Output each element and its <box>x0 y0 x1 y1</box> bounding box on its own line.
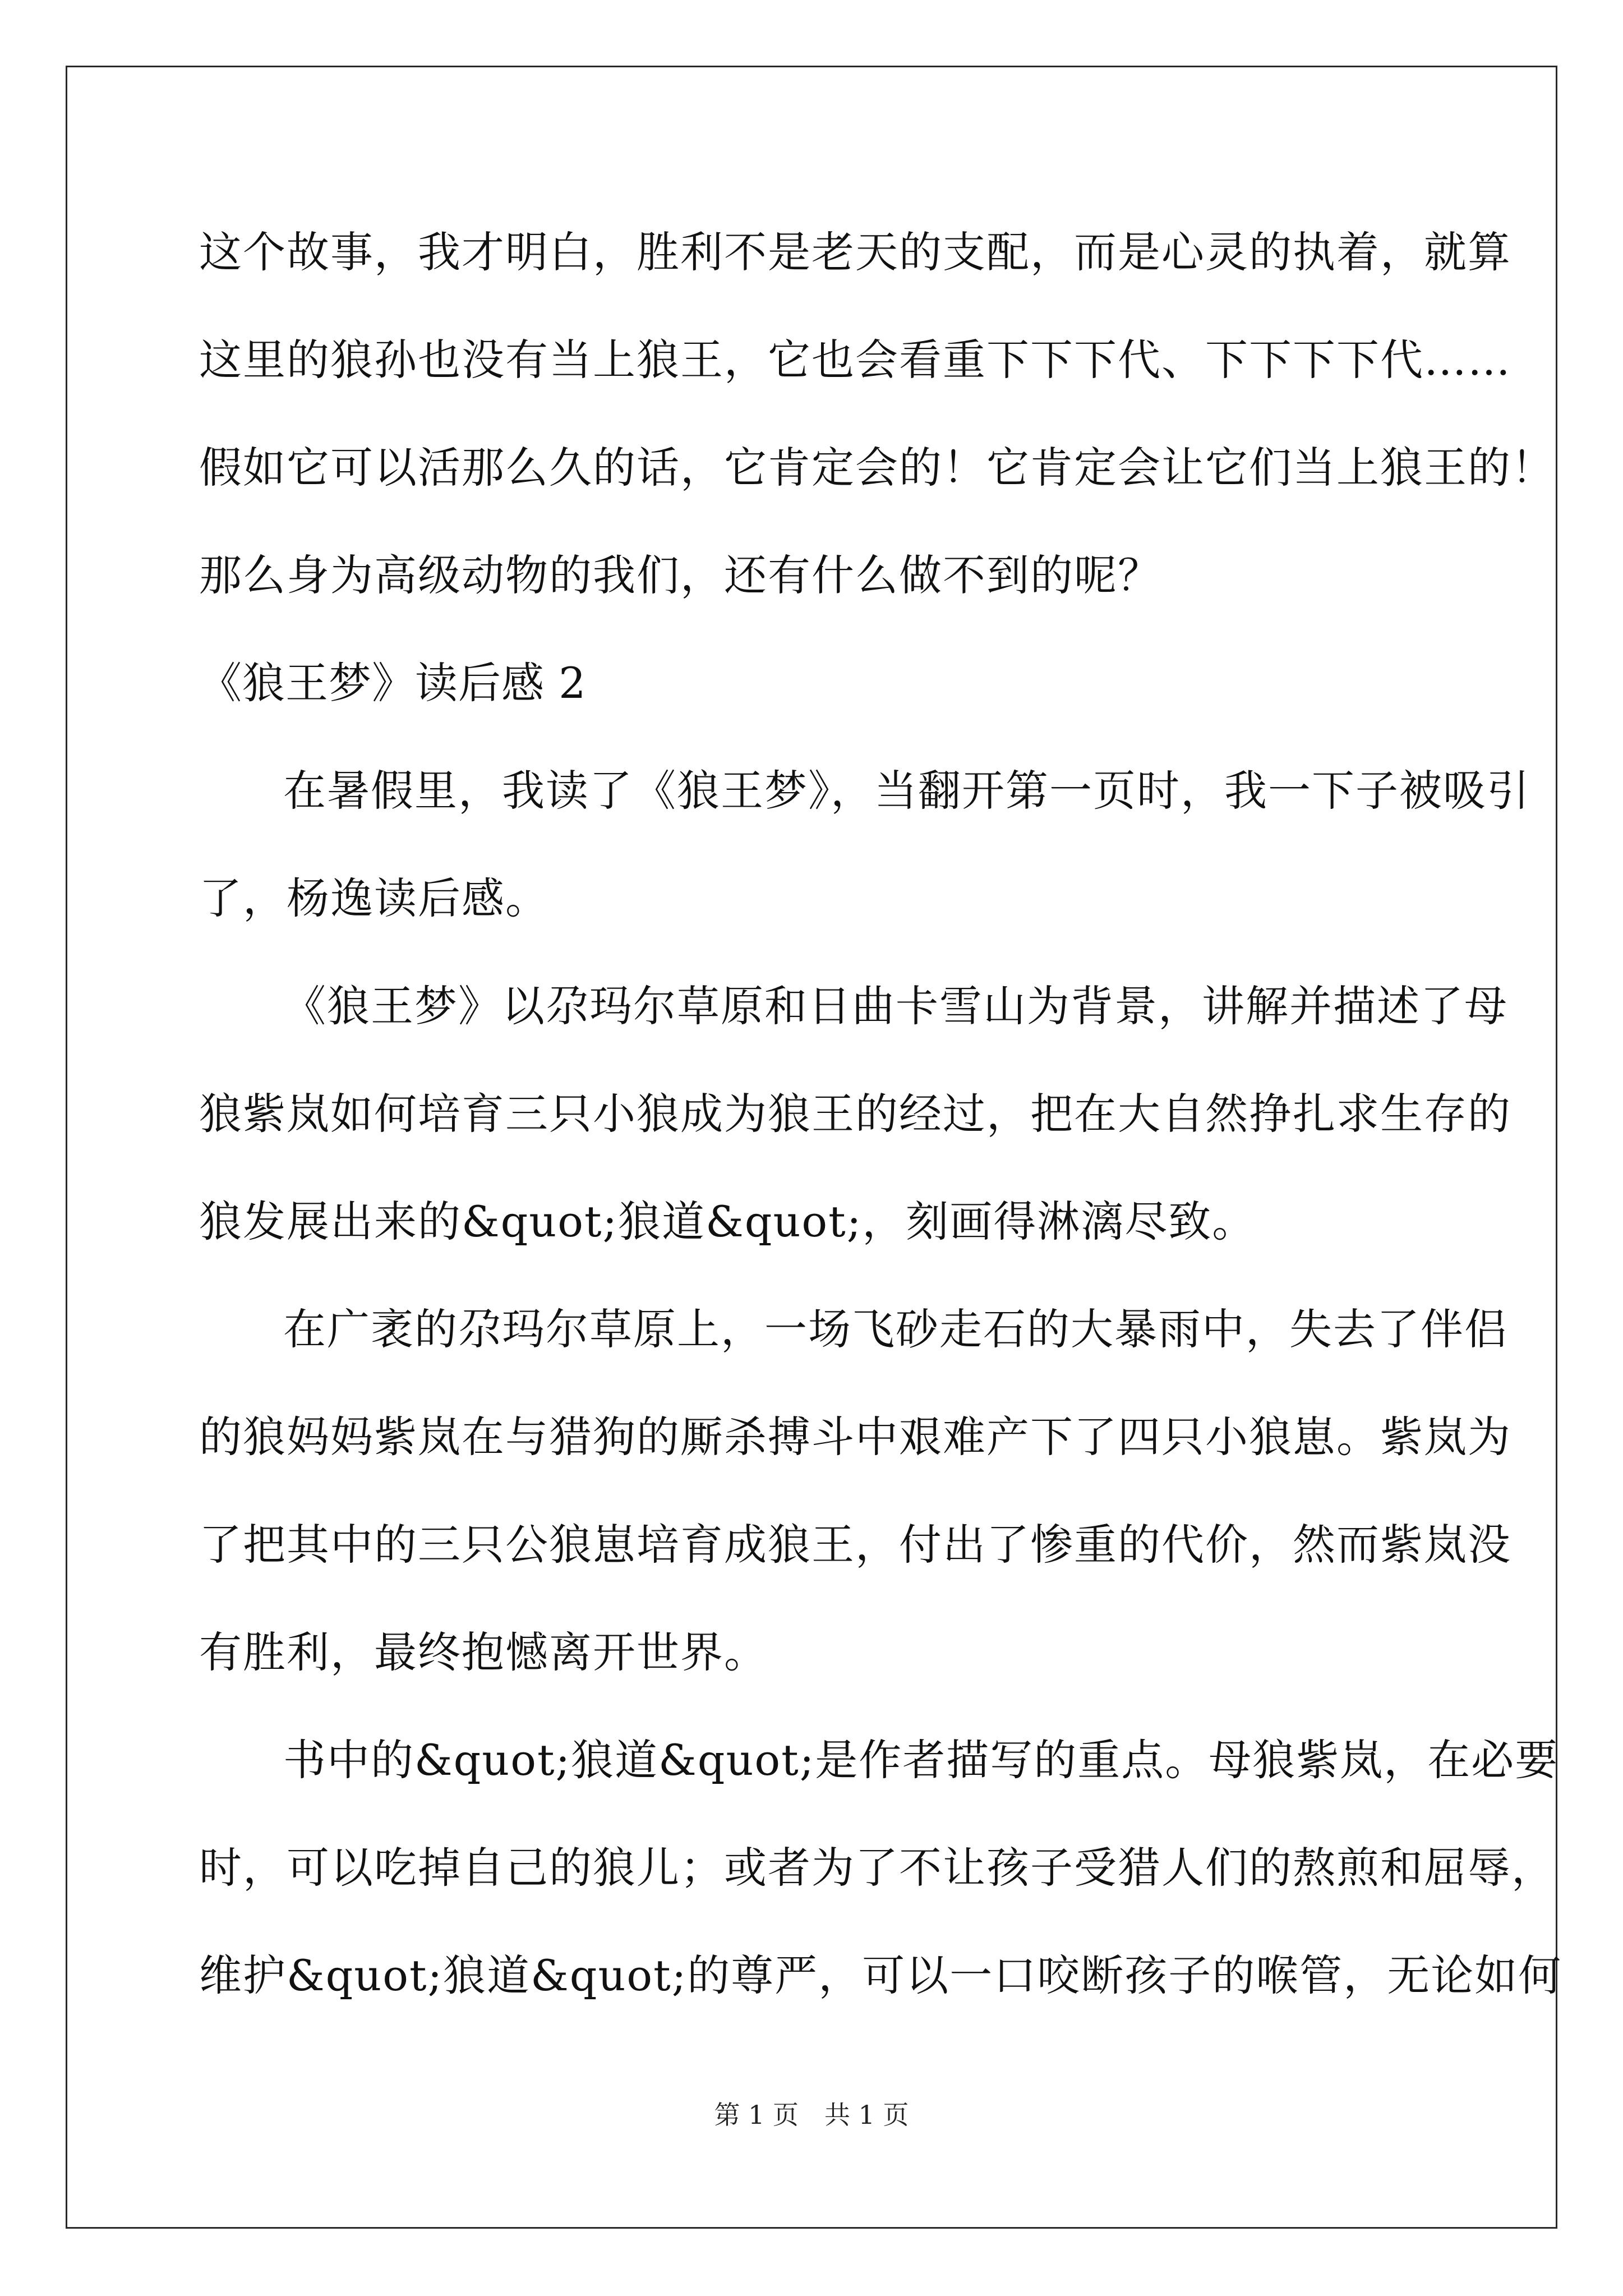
text-line: 《狼王梦》以尕玛尔草原和日曲卡雪山为背景，讲解并描述了母 <box>283 981 1508 1031</box>
text-line: 维护&quot;狼道&quot;的尊严，可以一口咬断孩子的喉管，无论如何 <box>199 1950 1562 2000</box>
text-line: 在暑假里，我读了《狼王梦》，当翻开第一页时，我一下子被吸引 <box>283 766 1530 816</box>
text-line: 假如它可以活那么久的话，它肯定会的！它肯定会让它们当上狼王的！ <box>199 443 1555 493</box>
text-line: 时，可以吃掉自己的狼儿；或者为了不让孩子受猎人们的熬煎和屈辱， <box>199 1843 1555 1893</box>
text-line: 这个故事，我才明白，胜利不是老天的支配，而是心灵的执着，就算 <box>199 227 1511 277</box>
text-line: 狼紫岚如何培育三只小狼成为狼王的经过，把在大自然挣扎求生存的 <box>199 1089 1511 1139</box>
text-line: 这里的狼孙也没有当上狼王，它也会看重下下下代、下下下下代…… <box>199 335 1511 385</box>
text-line: 了，杨逸读后感。 <box>199 873 549 923</box>
text-line: 了把其中的三只公狼崽培育成狼王，付出了惨重的代价，然而紫岚没 <box>199 1520 1511 1570</box>
text-line: 那么身为高级动物的我们，还有什么做不到的呢？ <box>199 550 1161 600</box>
text-line: 狼发展出来的&quot;狼道&quot;，刻画得淋漓尽致。 <box>199 1197 1256 1246</box>
text-line: 的狼妈妈紫岚在与猎狗的厮杀搏斗中艰难产下了四只小狼崽。紫岚为 <box>199 1412 1511 1462</box>
page-number: 第 1 页 共 1 页 <box>714 2100 909 2130</box>
text-line: 书中的&quot;狼道&quot;是作者描写的重点。母狼紫岚，在必要 <box>283 1735 1559 1785</box>
section-heading: 《狼王梦》读后感 2 <box>199 658 587 708</box>
text-line: 在广袤的尕玛尔草原上，一场飞砂走石的大暴雨中，失去了伴侣 <box>283 1304 1508 1354</box>
text-line: 有胜利，最终抱憾离开世界。 <box>199 1627 768 1677</box>
